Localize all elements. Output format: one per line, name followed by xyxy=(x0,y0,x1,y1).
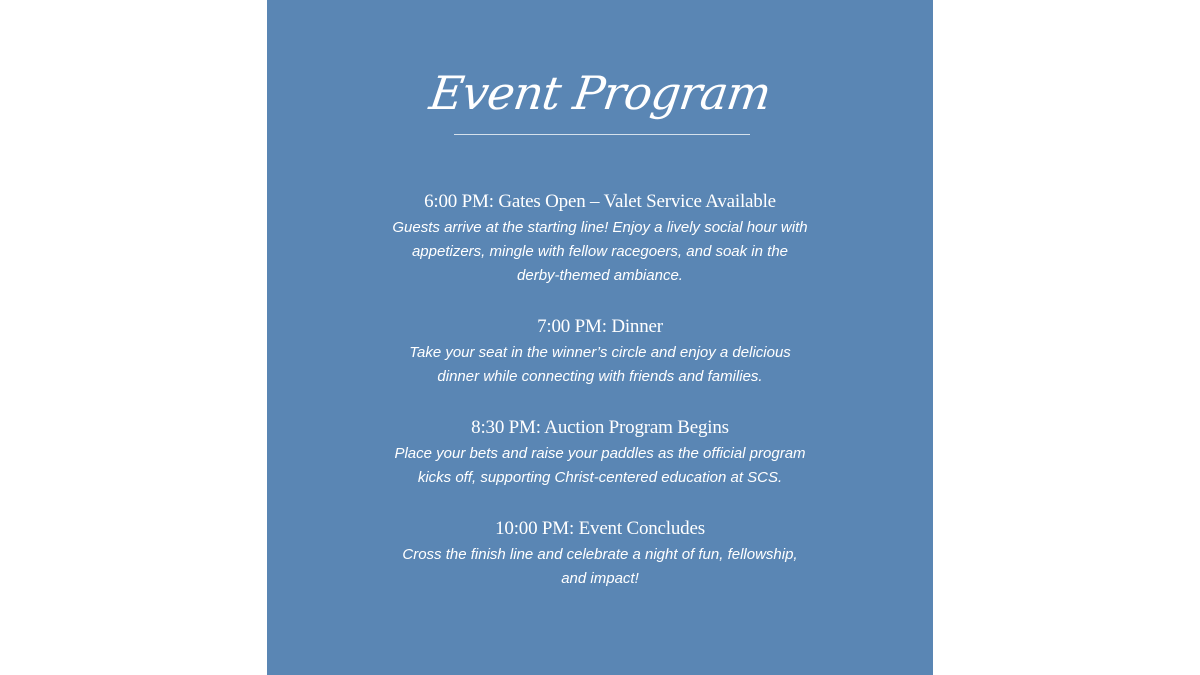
program-panel xyxy=(267,0,933,675)
description-line: dinner while connecting with friends and families. xyxy=(437,368,763,385)
program-item-heading: 8:30 PM: Auction Program Begins xyxy=(471,417,729,438)
program-item-heading: 6:00 PM: Gates Open – Valet Service Available xyxy=(424,191,776,212)
program-item-concludes xyxy=(267,515,933,591)
description-line: Guests arrive at the starting line! Enjoy a lively social hour with xyxy=(392,219,808,236)
description-line: Place your bets and raise your paddles as the official program xyxy=(394,445,806,462)
program-item-heading: 10:00 PM: Event Concludes xyxy=(495,518,705,539)
description-line: derby-themed ambiance. xyxy=(517,267,683,284)
program-item-auction xyxy=(267,414,933,490)
program-list xyxy=(267,188,933,616)
program-item-heading: 7:00 PM: Dinner xyxy=(537,316,663,337)
program-item-description xyxy=(370,543,830,591)
description-line: kicks off, supporting Christ-centered education at SCS. xyxy=(417,469,783,486)
description-line: Take your seat in the winner’s circle and enjoy a delicious xyxy=(409,344,791,361)
program-item-description xyxy=(370,341,830,389)
description-line: appetizers, mingle with fellow racegoers, and soak in the xyxy=(411,243,789,260)
description-line: Cross the finish line and celebrate a night of fun, fellowship, xyxy=(402,546,798,563)
program-item-gates-open xyxy=(267,188,933,288)
description-line: and impact! xyxy=(561,570,639,587)
program-item-dinner xyxy=(267,313,933,389)
page-title: Event Program xyxy=(426,66,774,120)
program-item-description xyxy=(370,216,830,288)
title-divider xyxy=(454,134,750,135)
program-item-description xyxy=(370,442,830,490)
